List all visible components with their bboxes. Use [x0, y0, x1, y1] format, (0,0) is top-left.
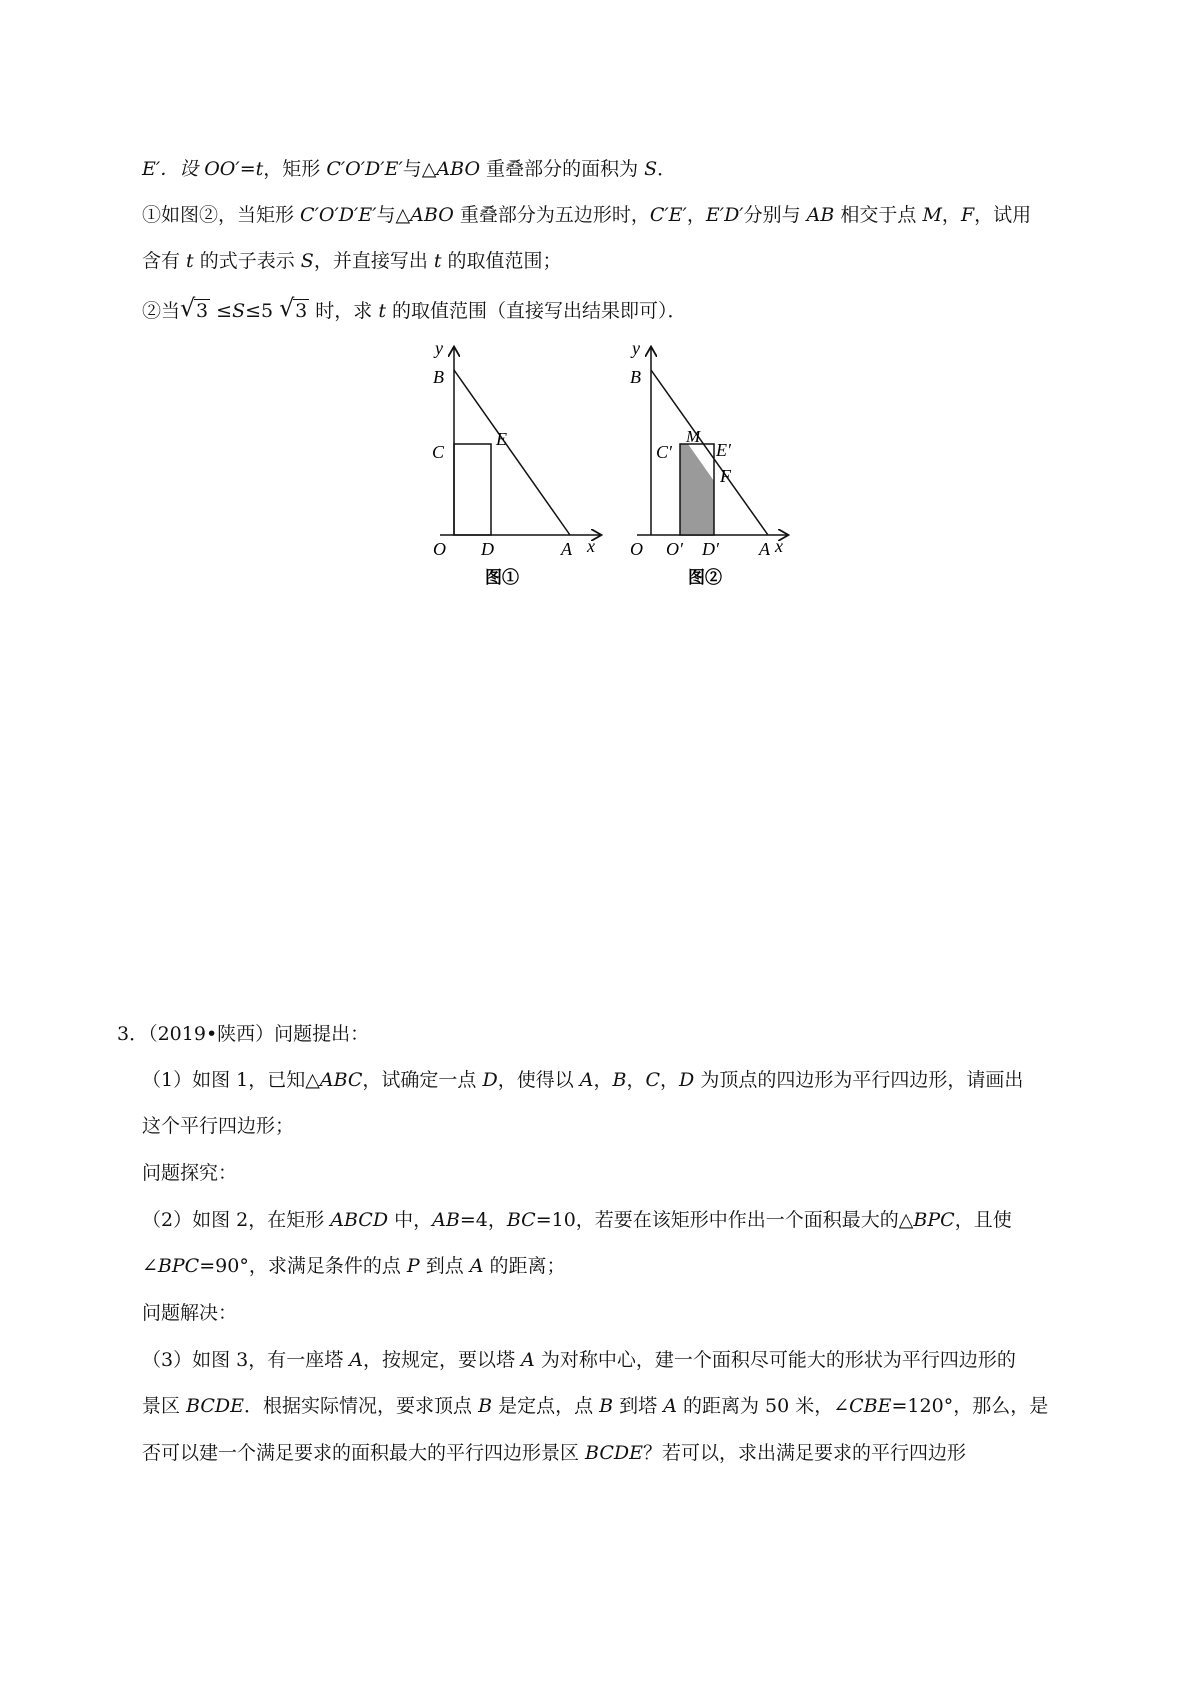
label-c: C′	[656, 442, 672, 462]
label-y: y	[632, 338, 640, 358]
label-d-prime: D′	[702, 539, 719, 559]
sqrt-3-upper: √ 3	[279, 294, 308, 322]
label-b: B	[630, 367, 641, 387]
figure-1	[432, 338, 615, 590]
problem3-q3-line1: （3）如图 3，有一座塔 A，按规定，要以塔 A 为对称中心，建一个面积尽可能大的形状为平行四边形的	[142, 1349, 1016, 1371]
label-e: E′	[716, 440, 731, 460]
problem3-header: 3．（2019•陕西）问题提出：	[117, 1023, 370, 1045]
label-m: M	[686, 427, 701, 446]
sqrt-3-lower: √ 3	[180, 294, 209, 322]
label-x: x	[775, 536, 783, 556]
problem2-line1: E′．设 OO′=t，矩形 C′O′D′E′与△ABO 重叠部分的面积为 S．	[142, 158, 677, 180]
problem3-q2-line2: ∠BPC=90°，求满足条件的点 P 到点 A 的距离；	[142, 1255, 566, 1277]
label-d: D	[481, 539, 494, 559]
problem3-explore-heading: 问题探究：	[142, 1162, 238, 1184]
label-a: A	[561, 539, 572, 559]
problem2-line4: ②当 √ 3 ≤S≤5 √ 3 时，求 t 的取值范围（直接写出结果即可）．	[142, 294, 687, 322]
problem3-q2-line1: （2）如图 2，在矩形 ABCD 中，AB=4，BC=10，若要在该矩形中作出一个面积最大的△BPC，且使	[142, 1209, 1012, 1231]
label-b: B	[433, 367, 444, 387]
label-e: E	[496, 429, 507, 449]
label-f: F	[720, 466, 731, 486]
label-o-prime: O′	[666, 539, 683, 559]
problem3-q1-line1: （1）如图 1，已知△ABC，试确定一点 D，使得以 A，B，C，D 为顶点的四边形为平行四边形，请画出	[142, 1069, 1024, 1091]
problem3-q3-line2: 景区 BCDE．根据实际情况，要求顶点 B 是定点，点 B 到塔 A 的距离为 50 米，∠CBE=120°，那么，是	[142, 1395, 1049, 1417]
problem3-q1-line2: 这个平行四边形；	[142, 1115, 295, 1137]
figure-1-caption: 图①	[485, 568, 519, 587]
label-a: A	[759, 539, 770, 559]
problem3-solve-heading: 问题解决：	[142, 1302, 238, 1324]
figure-2	[620, 340, 795, 590]
overlap-pentagon	[680, 444, 714, 535]
problem3-q3-line3: 否可以建一个满足要求的面积最大的平行四边形景区 BCDE？若可以，求出满足要求的平行四边形	[142, 1442, 967, 1464]
problem2-line3: 含有 t 的式子表示 S，并直接写出 t 的取值范围；	[142, 250, 562, 272]
label-o: O	[433, 539, 446, 559]
label-c: C	[432, 442, 445, 462]
segment-ab	[454, 370, 570, 535]
rectangle-code	[454, 444, 491, 535]
label-x: x	[587, 536, 595, 556]
figure-2-caption: 图②	[688, 568, 722, 587]
label-o: O	[630, 539, 643, 559]
problem2-line2: ①如图②，当矩形 C′O′D′E′与△ABO 重叠部分为五边形时，C′E′，E′D′分别与 AB 相交于点 M，F，试用	[142, 204, 1032, 226]
label-y: y	[435, 338, 443, 358]
